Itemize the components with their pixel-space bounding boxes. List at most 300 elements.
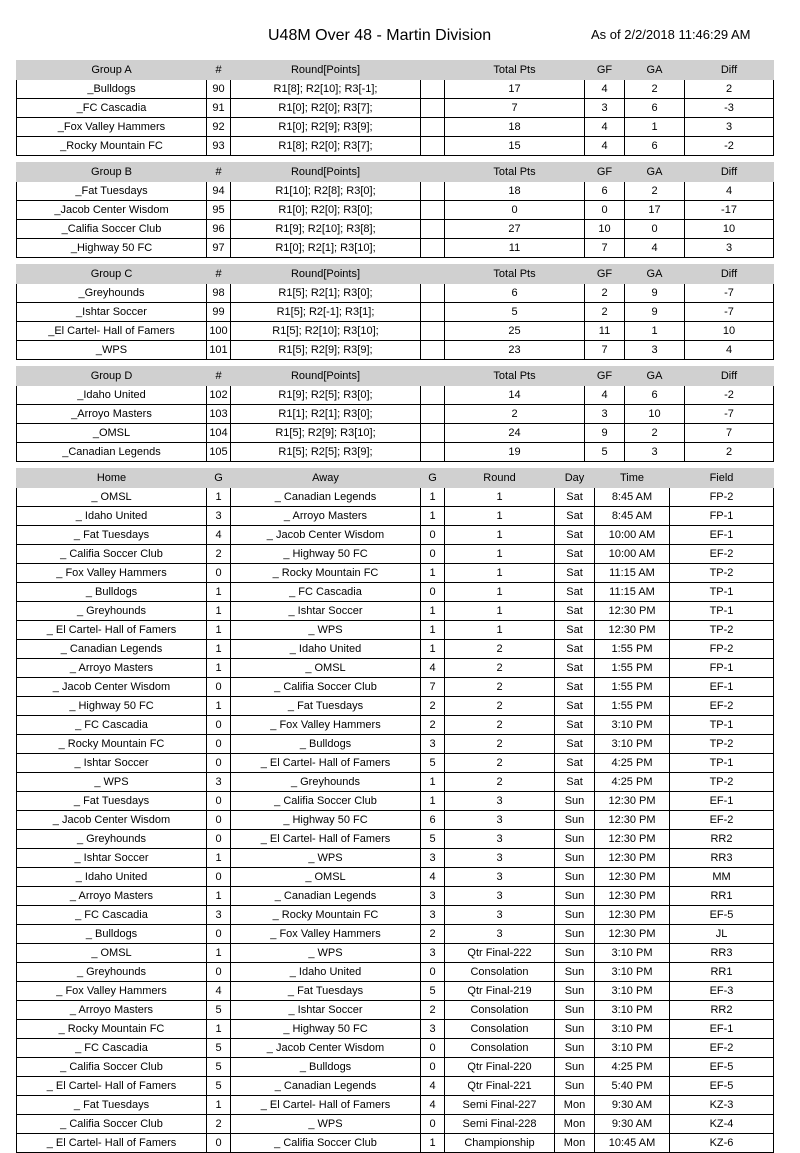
- table-cell: R1[8]; R2[10]; R3[-1];: [231, 80, 421, 99]
- table-cell: 18: [445, 182, 585, 201]
- table-cell: 0: [207, 963, 231, 982]
- group-name-header: Group C: [17, 265, 207, 284]
- table-cell: _ OMSL: [231, 659, 421, 678]
- table-cell: 3: [207, 773, 231, 792]
- table-cell: RR3: [670, 944, 774, 963]
- column-header: G: [421, 469, 445, 488]
- table-cell: 5: [207, 1039, 231, 1058]
- table-cell: Sun: [555, 1020, 595, 1039]
- table-cell: R1[5]; R2[5]; R3[9];: [231, 443, 421, 462]
- table-cell: _ Califia Soccer Club: [231, 792, 421, 811]
- table-cell: 4: [421, 868, 445, 887]
- column-header: [421, 163, 445, 182]
- table-cell: EF-5: [670, 906, 774, 925]
- table-cell: 0: [421, 1039, 445, 1058]
- column-header: Diff: [685, 367, 774, 386]
- table-cell: _ El Cartel- Hall of Famers: [17, 1134, 207, 1153]
- column-header: Round[Points]: [231, 163, 421, 182]
- table-cell: KZ-4: [670, 1115, 774, 1134]
- table-cell: 3: [421, 735, 445, 754]
- table-cell: -2: [685, 386, 774, 405]
- table-cell: 1:55 PM: [595, 659, 670, 678]
- table-cell: R1[0]; R2[0]; R3[7];: [231, 99, 421, 118]
- table-cell: _ Fox Valley Hammers: [17, 564, 207, 583]
- table-cell: 105: [207, 443, 231, 462]
- table-cell: _ WPS: [231, 944, 421, 963]
- column-header: #: [207, 367, 231, 386]
- table-cell: 7: [421, 678, 445, 697]
- table-cell: TP-1: [670, 602, 774, 621]
- table-cell: 1: [445, 583, 555, 602]
- table-row: [17, 284, 774, 303]
- table-row: [17, 80, 774, 99]
- table-cell: 1: [421, 640, 445, 659]
- table-row: [17, 424, 774, 443]
- table-cell: _Arroyo Masters: [17, 405, 207, 424]
- table-cell: 2: [421, 1001, 445, 1020]
- table-cell: 99: [207, 303, 231, 322]
- table-cell: 1: [207, 697, 231, 716]
- table-cell: _ Califia Soccer Club: [231, 1134, 421, 1153]
- table-cell: 2: [421, 697, 445, 716]
- table-cell: [421, 99, 445, 118]
- table-cell: MM: [670, 868, 774, 887]
- table-row: [17, 1096, 774, 1115]
- table-row: [17, 507, 774, 526]
- table-cell: Sun: [555, 963, 595, 982]
- table-cell: Consolation: [445, 1020, 555, 1039]
- table-cell: 0: [207, 1134, 231, 1153]
- table-cell: 4: [585, 80, 625, 99]
- table-row: [17, 137, 774, 156]
- table-cell: 3: [445, 868, 555, 887]
- table-cell: 3:10 PM: [595, 963, 670, 982]
- table-cell: _Fox Valley Hammers: [17, 118, 207, 137]
- table-cell: 0: [421, 545, 445, 564]
- table-cell: Sun: [555, 868, 595, 887]
- table-cell: 6: [625, 99, 685, 118]
- table-cell: _Califia Soccer Club: [17, 220, 207, 239]
- table-cell: Sat: [555, 526, 595, 545]
- table-cell: 3: [445, 887, 555, 906]
- table-cell: _ Califia Soccer Club: [231, 678, 421, 697]
- table-cell: 0: [421, 583, 445, 602]
- table-cell: _ El Cartel- Hall of Famers: [231, 1096, 421, 1115]
- table-cell: _ Arroyo Masters: [17, 1001, 207, 1020]
- table-header-row: [17, 61, 774, 80]
- table-cell: [421, 303, 445, 322]
- table-cell: 1: [421, 792, 445, 811]
- table-cell: 3: [445, 792, 555, 811]
- table-cell: 3:10 PM: [595, 1001, 670, 1020]
- table-cell: 6: [625, 137, 685, 156]
- table-cell: 0: [207, 868, 231, 887]
- table-cell: 0: [207, 792, 231, 811]
- table-cell: [421, 405, 445, 424]
- table-cell: _FC Cascadia: [17, 99, 207, 118]
- table-cell: 4: [685, 182, 774, 201]
- table-cell: _ Greyhounds: [17, 830, 207, 849]
- table-row: [17, 1039, 774, 1058]
- table-cell: 5:40 PM: [595, 1077, 670, 1096]
- group-standings-table: [16, 264, 774, 360]
- table-cell: 4: [585, 386, 625, 405]
- column-header: Field: [670, 469, 774, 488]
- table-cell: 97: [207, 239, 231, 258]
- table-cell: 3: [421, 944, 445, 963]
- table-cell: 1: [445, 488, 555, 507]
- table-cell: 2: [445, 697, 555, 716]
- table-cell: EF-1: [670, 678, 774, 697]
- table-row: [17, 773, 774, 792]
- table-cell: 3: [445, 849, 555, 868]
- table-cell: 90: [207, 80, 231, 99]
- group-name-header: Group B: [17, 163, 207, 182]
- table-cell: 1: [445, 621, 555, 640]
- table-cell: TP-1: [670, 754, 774, 773]
- table-cell: _Rocky Mountain FC: [17, 137, 207, 156]
- table-cell: 0: [207, 564, 231, 583]
- table-cell: _ Jacob Center Wisdom: [17, 678, 207, 697]
- column-header: #: [207, 61, 231, 80]
- table-row: [17, 811, 774, 830]
- table-cell: Sun: [555, 1058, 595, 1077]
- table-cell: 0: [625, 220, 685, 239]
- column-header: Round[Points]: [231, 265, 421, 284]
- table-row: [17, 488, 774, 507]
- table-cell: 17: [445, 80, 585, 99]
- table-cell: 10: [685, 322, 774, 341]
- table-cell: TP-2: [670, 735, 774, 754]
- table-cell: EF-5: [670, 1058, 774, 1077]
- table-cell: 0: [585, 201, 625, 220]
- table-cell: 6: [585, 182, 625, 201]
- table-cell: 0: [207, 735, 231, 754]
- table-cell: Sat: [555, 716, 595, 735]
- table-cell: TP-2: [670, 773, 774, 792]
- table-cell: _ WPS: [231, 1115, 421, 1134]
- table-cell: 0: [207, 754, 231, 773]
- table-row: [17, 1020, 774, 1039]
- table-cell: 11:15 AM: [595, 564, 670, 583]
- table-cell: 1: [421, 621, 445, 640]
- table-cell: 15: [445, 137, 585, 156]
- table-row: [17, 602, 774, 621]
- table-cell: 1: [207, 849, 231, 868]
- table-cell: 25: [445, 322, 585, 341]
- table-cell: R1[1]; R2[1]; R3[0];: [231, 405, 421, 424]
- table-cell: 4: [625, 239, 685, 258]
- table-cell: R1[5]; R2[9]; R3[9];: [231, 341, 421, 360]
- table-cell: Sun: [555, 906, 595, 925]
- table-cell: R1[8]; R2[0]; R3[7];: [231, 137, 421, 156]
- column-header: Diff: [685, 163, 774, 182]
- table-cell: EF-2: [670, 545, 774, 564]
- table-cell: 3: [625, 341, 685, 360]
- table-cell: Sat: [555, 583, 595, 602]
- table-cell: EF-5: [670, 1077, 774, 1096]
- table-cell: _ Fox Valley Hammers: [17, 982, 207, 1001]
- table-cell: 2: [625, 424, 685, 443]
- table-cell: _WPS: [17, 341, 207, 360]
- table-cell: [421, 284, 445, 303]
- table-cell: _ Bulldogs: [231, 1058, 421, 1077]
- table-row: [17, 830, 774, 849]
- table-row: [17, 1115, 774, 1134]
- group-name-header: Group D: [17, 367, 207, 386]
- table-cell: Sat: [555, 659, 595, 678]
- table-cell: 1: [207, 602, 231, 621]
- table-cell: 11: [585, 322, 625, 341]
- table-cell: 2: [445, 754, 555, 773]
- table-cell: 1:55 PM: [595, 697, 670, 716]
- table-cell: 0: [421, 1058, 445, 1077]
- column-header: Total Pts: [445, 61, 585, 80]
- table-cell: _ Fat Tuesdays: [17, 792, 207, 811]
- table-cell: FP-2: [670, 488, 774, 507]
- table-cell: 12:30 PM: [595, 849, 670, 868]
- column-header: #: [207, 163, 231, 182]
- table-cell: 1: [207, 583, 231, 602]
- table-cell: [421, 137, 445, 156]
- table-cell: _ Fox Valley Hammers: [231, 716, 421, 735]
- table-cell: 3:10 PM: [595, 944, 670, 963]
- table-row: [17, 405, 774, 424]
- table-cell: Sat: [555, 602, 595, 621]
- table-cell: EF-2: [670, 811, 774, 830]
- table-cell: _El Cartel- Hall of Famers: [17, 322, 207, 341]
- table-cell: Sat: [555, 640, 595, 659]
- table-cell: 1: [207, 1020, 231, 1039]
- table-cell: 1: [445, 507, 555, 526]
- table-cell: _Idaho United: [17, 386, 207, 405]
- table-cell: R1[0]; R2[9]; R3[9];: [231, 118, 421, 137]
- table-cell: 0: [207, 925, 231, 944]
- column-header: Total Pts: [445, 367, 585, 386]
- table-cell: RR1: [670, 963, 774, 982]
- table-cell: 3: [445, 925, 555, 944]
- table-cell: _ Califia Soccer Club: [17, 1115, 207, 1134]
- table-cell: _Jacob Center Wisdom: [17, 201, 207, 220]
- table-cell: _ WPS: [231, 849, 421, 868]
- column-header: [421, 367, 445, 386]
- table-cell: _ Rocky Mountain FC: [17, 735, 207, 754]
- table-cell: 1: [421, 773, 445, 792]
- table-cell: 10:00 AM: [595, 526, 670, 545]
- table-cell: 4: [685, 341, 774, 360]
- table-cell: 4: [585, 137, 625, 156]
- column-header: Total Pts: [445, 163, 585, 182]
- table-cell: _ Greyhounds: [17, 602, 207, 621]
- table-cell: [421, 220, 445, 239]
- table-cell: _ WPS: [17, 773, 207, 792]
- table-cell: Mon: [555, 1096, 595, 1115]
- table-cell: R1[5]; R2[-1]; R3[1];: [231, 303, 421, 322]
- table-cell: EF-1: [670, 1020, 774, 1039]
- table-cell: 4: [585, 118, 625, 137]
- table-cell: Sat: [555, 507, 595, 526]
- table-cell: 3: [421, 849, 445, 868]
- table-cell: 9:30 AM: [595, 1115, 670, 1134]
- table-cell: RR3: [670, 849, 774, 868]
- table-cell: Sun: [555, 849, 595, 868]
- table-cell: 7: [685, 424, 774, 443]
- table-cell: 12:30 PM: [595, 906, 670, 925]
- table-cell: 6: [445, 284, 585, 303]
- table-cell: _ Greyhounds: [231, 773, 421, 792]
- table-cell: 27: [445, 220, 585, 239]
- table-cell: 2: [445, 659, 555, 678]
- table-cell: 101: [207, 341, 231, 360]
- table-cell: 4: [421, 1077, 445, 1096]
- table-cell: [421, 182, 445, 201]
- table-cell: _Bulldogs: [17, 80, 207, 99]
- table-header-row: [17, 469, 774, 488]
- table-row: [17, 303, 774, 322]
- table-cell: _ Idaho United: [231, 963, 421, 982]
- table-cell: TP-2: [670, 564, 774, 583]
- table-cell: 3:10 PM: [595, 1020, 670, 1039]
- table-cell: _ FC Cascadia: [231, 583, 421, 602]
- table-cell: _ Highway 50 FC: [231, 545, 421, 564]
- table-cell: 11:15 AM: [595, 583, 670, 602]
- table-cell: KZ-3: [670, 1096, 774, 1115]
- table-cell: 0: [421, 1115, 445, 1134]
- table-cell: _ El Cartel- Hall of Famers: [231, 754, 421, 773]
- games-schedule-table: [16, 468, 774, 1153]
- table-cell: _ Jacob Center Wisdom: [231, 526, 421, 545]
- table-cell: 24: [445, 424, 585, 443]
- table-row: [17, 545, 774, 564]
- table-cell: _Greyhounds: [17, 284, 207, 303]
- table-row: [17, 443, 774, 462]
- table-cell: [421, 341, 445, 360]
- table-cell: 1: [421, 602, 445, 621]
- column-header: #: [207, 265, 231, 284]
- column-header: GA: [625, 367, 685, 386]
- table-cell: _ Fat Tuesdays: [231, 697, 421, 716]
- table-cell: 4:25 PM: [595, 754, 670, 773]
- table-cell: -7: [685, 284, 774, 303]
- table-cell: 5: [421, 754, 445, 773]
- table-cell: EF-2: [670, 1039, 774, 1058]
- table-cell: 3: [625, 443, 685, 462]
- table-cell: [421, 443, 445, 462]
- table-cell: 5: [207, 1077, 231, 1096]
- table-row: [17, 386, 774, 405]
- table-row: [17, 322, 774, 341]
- table-cell: 12:30 PM: [595, 621, 670, 640]
- table-cell: _ FC Cascadia: [17, 1039, 207, 1058]
- table-cell: R1[0]; R2[1]; R3[10];: [231, 239, 421, 258]
- table-cell: 9:30 AM: [595, 1096, 670, 1115]
- table-cell: 1: [421, 507, 445, 526]
- table-row: [17, 583, 774, 602]
- column-header: Round[Points]: [231, 367, 421, 386]
- table-cell: _ WPS: [231, 621, 421, 640]
- table-cell: _ Jacob Center Wisdom: [231, 1039, 421, 1058]
- table-row: [17, 239, 774, 258]
- group-name-header: Group A: [17, 61, 207, 80]
- table-cell: TP-1: [670, 583, 774, 602]
- table-cell: _ Canadian Legends: [231, 488, 421, 507]
- table-cell: 92: [207, 118, 231, 137]
- table-cell: Semi Final-228: [445, 1115, 555, 1134]
- table-cell: _Ishtar Soccer: [17, 303, 207, 322]
- table-cell: RR2: [670, 830, 774, 849]
- table-cell: -7: [685, 303, 774, 322]
- table-cell: _ El Cartel- Hall of Famers: [17, 621, 207, 640]
- table-cell: R1[9]; R2[5]; R3[0];: [231, 386, 421, 405]
- table-cell: Sat: [555, 678, 595, 697]
- table-cell: -2: [685, 137, 774, 156]
- column-header: GF: [585, 163, 625, 182]
- table-cell: 1: [625, 322, 685, 341]
- table-cell: 100: [207, 322, 231, 341]
- table-row: [17, 944, 774, 963]
- table-cell: 6: [421, 811, 445, 830]
- column-header: Time: [595, 469, 670, 488]
- table-cell: 5: [207, 1001, 231, 1020]
- table-row: [17, 925, 774, 944]
- table-cell: Sun: [555, 1001, 595, 1020]
- table-cell: 3:10 PM: [595, 716, 670, 735]
- table-row: [17, 716, 774, 735]
- table-cell: _ Highway 50 FC: [17, 697, 207, 716]
- table-cell: 94: [207, 182, 231, 201]
- table-cell: RR1: [670, 887, 774, 906]
- table-cell: RR2: [670, 1001, 774, 1020]
- table-cell: 2: [585, 303, 625, 322]
- table-cell: 1: [207, 659, 231, 678]
- table-cell: FP-1: [670, 507, 774, 526]
- table-cell: Sun: [555, 887, 595, 906]
- table-cell: 2: [445, 773, 555, 792]
- table-cell: _ El Cartel- Hall of Famers: [17, 1077, 207, 1096]
- table-cell: _ Arroyo Masters: [231, 507, 421, 526]
- table-cell: Semi Final-227: [445, 1096, 555, 1115]
- table-cell: 1: [207, 887, 231, 906]
- table-cell: _ OMSL: [17, 488, 207, 507]
- table-cell: 2: [445, 716, 555, 735]
- table-cell: TP-2: [670, 621, 774, 640]
- column-header: Round: [445, 469, 555, 488]
- table-cell: 5: [585, 443, 625, 462]
- table-cell: 0: [421, 963, 445, 982]
- table-cell: 3:10 PM: [595, 735, 670, 754]
- table-cell: 10:45 AM: [595, 1134, 670, 1153]
- table-cell: Sun: [555, 925, 595, 944]
- table-cell: _ Rocky Mountain FC: [231, 906, 421, 925]
- table-cell: _ El Cartel- Hall of Famers: [231, 830, 421, 849]
- table-cell: 0: [445, 201, 585, 220]
- table-cell: _ Jacob Center Wisdom: [17, 811, 207, 830]
- table-cell: 4: [207, 526, 231, 545]
- table-cell: 3: [685, 118, 774, 137]
- table-cell: 1: [421, 564, 445, 583]
- table-cell: Sat: [555, 564, 595, 583]
- column-header: Day: [555, 469, 595, 488]
- table-cell: _ Arroyo Masters: [17, 887, 207, 906]
- group-standings-table: [16, 60, 774, 156]
- column-header: Total Pts: [445, 265, 585, 284]
- column-header: GF: [585, 265, 625, 284]
- table-cell: 3: [445, 906, 555, 925]
- table-cell: 2: [445, 405, 585, 424]
- table-cell: 0: [207, 811, 231, 830]
- table-cell: 9: [625, 303, 685, 322]
- table-cell: 5: [207, 1058, 231, 1077]
